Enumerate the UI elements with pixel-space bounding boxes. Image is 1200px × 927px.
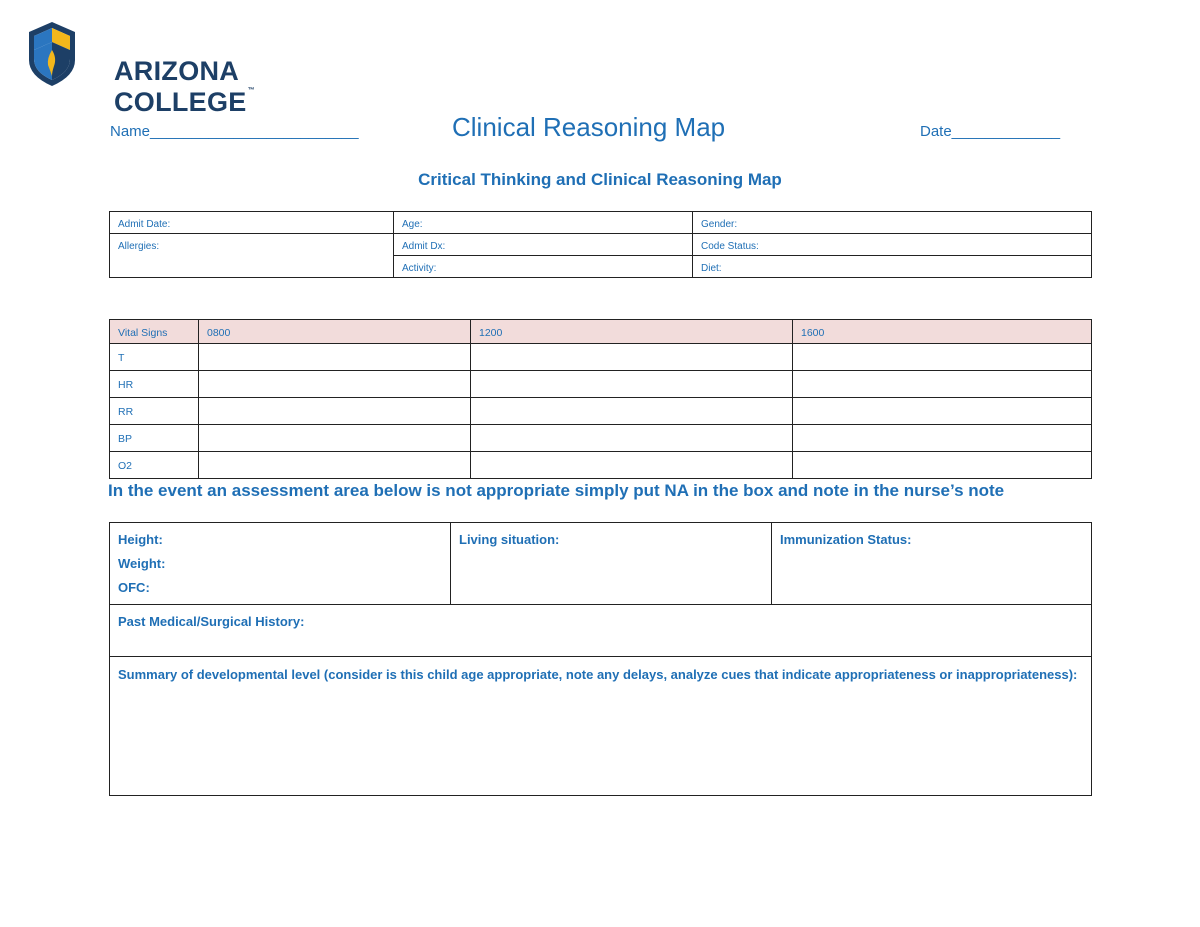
table-row	[110, 344, 1092, 371]
vital-entry[interactable]	[793, 371, 1092, 398]
vital-entry[interactable]	[199, 371, 471, 398]
admit-date-cell[interactable]: Admit Date:	[110, 212, 394, 234]
table-row	[110, 371, 1092, 398]
vital-entry[interactable]	[793, 398, 1092, 425]
vitals-header-cell: 0800	[199, 320, 471, 344]
assessment-table	[109, 522, 1092, 796]
vital-label: O2	[110, 452, 199, 479]
date-field[interactable]: Date_____________	[920, 123, 1061, 140]
developmental-summary-cell[interactable]: Summary of developmental level (consider is this child age appropriate, note any delays, analyze cues that indicate appropriateness or inappropriateness):	[110, 657, 1092, 796]
vital-entry[interactable]	[471, 371, 793, 398]
vitals-header-cell: 1600	[793, 320, 1092, 344]
vital-label: BP	[110, 425, 199, 452]
admit-dx-cell[interactable]: Admit Dx:	[394, 234, 693, 256]
living-situation-cell[interactable]: Living situation:	[451, 523, 772, 605]
shield-icon	[26, 20, 78, 88]
vitals-header-cell: Vital Signs	[110, 320, 199, 344]
allergies-cell[interactable]: Allergies:	[110, 234, 394, 278]
code-status-cell[interactable]: Code Status:	[693, 234, 1092, 256]
page-title: Clinical Reasoning Map	[452, 112, 726, 142]
vital-entry[interactable]	[471, 452, 793, 479]
ofc-label: OFC:	[118, 580, 150, 595]
table-row	[110, 425, 1092, 452]
height-label: Height:	[118, 532, 163, 547]
vital-label: HR	[110, 371, 199, 398]
vital-entry[interactable]	[471, 398, 793, 425]
name-field[interactable]: Name_________________________	[110, 123, 359, 140]
vital-entry[interactable]	[199, 344, 471, 371]
past-history-cell[interactable]: Past Medical/Surgical History:	[110, 605, 1092, 657]
patient-info-table	[109, 211, 1092, 278]
growth-measurements-cell[interactable]	[110, 523, 451, 605]
page-subtitle: Critical Thinking and Clinical Reasoning Map	[418, 170, 782, 189]
vitals-header-cell: 1200	[471, 320, 793, 344]
vital-entry[interactable]	[793, 425, 1092, 452]
vital-entry[interactable]	[199, 452, 471, 479]
vital-entry[interactable]	[471, 425, 793, 452]
vital-entry[interactable]	[793, 344, 1092, 371]
vital-entry[interactable]	[199, 425, 471, 452]
arizona-college-logo	[26, 20, 386, 117]
age-cell[interactable]: Age:	[394, 212, 693, 234]
vitals-header-row	[110, 320, 1092, 344]
gender-cell[interactable]: Gender:	[693, 212, 1092, 234]
vital-signs-table	[109, 319, 1092, 479]
vital-entry[interactable]	[793, 452, 1092, 479]
activity-cell[interactable]: Activity:	[394, 256, 693, 278]
vital-label: T	[110, 344, 199, 371]
diet-cell[interactable]: Diet:	[693, 256, 1092, 278]
immunization-status-cell[interactable]: Immunization Status:	[772, 523, 1092, 605]
logo-wordmark: ARIZONA COLLEGE™	[114, 56, 255, 117]
assessment-note: In the event an assessment area below is not appropriate simply put NA in the box and note in the nurse’s note	[108, 481, 1005, 500]
weight-label: Weight:	[118, 556, 166, 571]
table-row	[110, 452, 1092, 479]
vital-entry[interactable]	[471, 344, 793, 371]
table-row	[110, 398, 1092, 425]
vital-entry[interactable]	[199, 398, 471, 425]
vital-label: RR	[110, 398, 199, 425]
